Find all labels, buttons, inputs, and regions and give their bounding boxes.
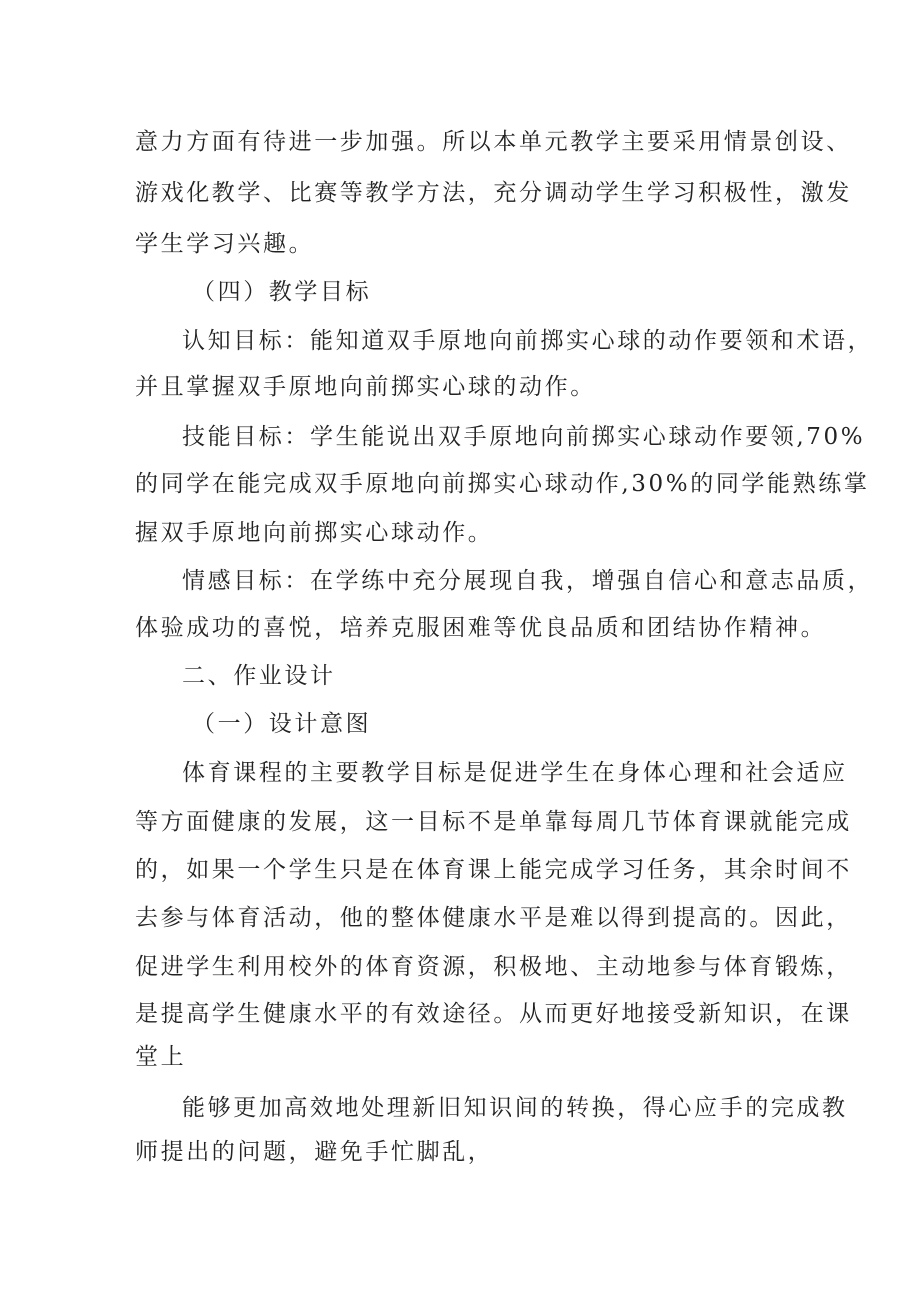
text-line: 等方面健康的发展，这一目标不是单靠每周几节体育课就能完成: [135, 809, 852, 835]
text-line: 游戏化教学、比赛等教学方法，充分调动学生学习积极性，激发: [135, 180, 852, 206]
text-line: 握双手原地向前掷实心球动作。: [135, 520, 494, 546]
text-line: 是提高学生健康水平的有效途径。从而更好地接受新知识，在课: [135, 1001, 852, 1027]
text-line: 体验成功的喜悦，培养克服困难等优良品质和团结协作精神。: [135, 615, 827, 641]
text-line: 能够更加高效地处理新旧知识间的转换，得心应手的完成教: [182, 1095, 848, 1121]
text-line: 师提出的问题，避免手忙脚乱，: [135, 1139, 494, 1165]
text-line: 技能目标：学生能说出双手原地向前掷实心球动作要领,70%: [182, 424, 866, 450]
text-line: 的，如果一个学生只是在体育课上能完成学习任务，其余时间不: [135, 857, 852, 883]
text-line: 促进学生利用校外的体育资源，积极地、主动地参与体育锻炼，: [135, 954, 852, 980]
text-line: 认知目标：能知道双手原地向前掷实心球的动作要领和术语，: [182, 328, 874, 354]
text-line: 并且掌握双手原地向前掷实心球的动作。: [135, 374, 596, 400]
text-line: 情感目标：在学练中充分展现自我，增强自信心和意志品质，: [182, 568, 874, 594]
text-line: 堂上: [135, 1044, 187, 1070]
text-line: 的同学在能完成双手原地向前掷实心球动作,30%的同学能熟练掌: [135, 471, 870, 497]
text-line: 意力方面有待进一步加强。所以本单元教学主要采用情景创设、: [135, 129, 852, 155]
section-heading: （一）设计意图: [192, 711, 372, 737]
text-line: 体育课程的主要教学目标是促进学生在身体心理和社会适应: [182, 760, 848, 786]
section-heading: （四）教学目标: [192, 279, 372, 305]
text-line: 去参与体育活动，他的整体健康水平是难以得到提高的。因此，: [135, 905, 852, 931]
text-line: 学生学习兴趣。: [135, 231, 315, 257]
section-heading: 二、作业设计: [182, 663, 336, 689]
